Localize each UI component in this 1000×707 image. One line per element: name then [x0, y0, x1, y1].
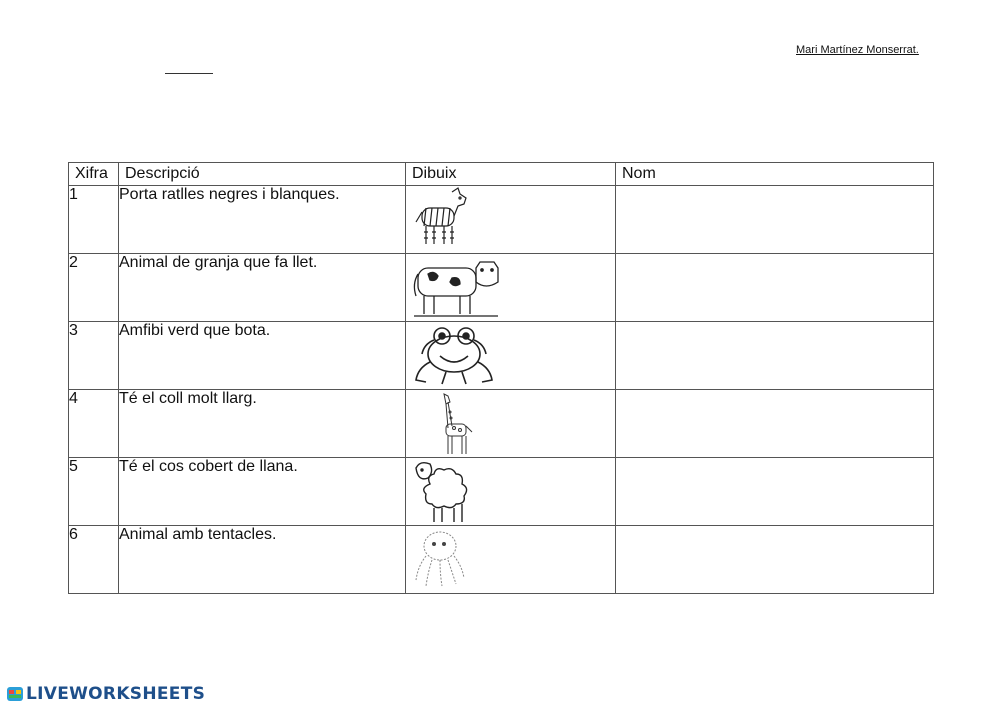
row-drawing-cell — [406, 186, 616, 254]
row-number: 4 — [69, 390, 119, 458]
sheep-drawing-icon — [410, 458, 476, 524]
row-drawing-cell — [406, 458, 616, 526]
liveworksheets-logo-text: LIVEWORKSHEETS — [26, 684, 206, 704]
header-descripcio: Descripció — [119, 163, 406, 186]
animals-table — [68, 162, 934, 594]
row-description: Animal de granja que fa llet. — [119, 254, 406, 322]
row-number: 3 — [69, 322, 119, 390]
table-row — [69, 254, 934, 322]
table-row — [69, 526, 934, 594]
row-description: Animal amb tentacles. — [119, 526, 406, 594]
liveworksheets-logo-icon — [6, 685, 24, 703]
table-row — [69, 458, 934, 526]
row-drawing-cell — [406, 390, 616, 458]
name-answer-field[interactable] — [616, 254, 934, 322]
name-answer-field[interactable] — [616, 322, 934, 390]
liveworksheets-logo[interactable] — [6, 683, 205, 705]
row-description: Té el cos cobert de llana. — [119, 458, 406, 526]
name-answer-field[interactable] — [616, 458, 934, 526]
row-number: 2 — [69, 254, 119, 322]
header-dibuix: Dibuix — [406, 163, 616, 186]
row-description: Porta ratlles negres i blanques. — [119, 186, 406, 254]
row-number: 5 — [69, 458, 119, 526]
header-nom: Nom — [616, 163, 934, 186]
row-description: Té el coll molt llarg. — [119, 390, 406, 458]
row-description: Amfibi verd que bota. — [119, 322, 406, 390]
name-blank-line — [165, 73, 213, 74]
table-row — [69, 322, 934, 390]
frog-drawing-icon — [412, 324, 496, 388]
table-header-row — [69, 163, 934, 186]
row-number: 6 — [69, 526, 119, 594]
row-drawing-cell — [406, 254, 616, 322]
name-answer-field[interactable] — [616, 526, 934, 594]
row-number: 1 — [69, 186, 119, 254]
octopus-drawing-icon — [412, 528, 468, 590]
name-answer-field[interactable] — [616, 390, 934, 458]
row-drawing-cell — [406, 526, 616, 594]
zebra-drawing-icon — [412, 186, 472, 250]
name-answer-field[interactable] — [616, 186, 934, 254]
table-row — [69, 186, 934, 254]
giraffe-drawing-icon — [436, 392, 476, 456]
author-name: Mari Martínez Monserrat. — [796, 44, 919, 56]
header-xifra: Xifra — [69, 163, 119, 186]
cow-drawing-icon — [410, 254, 502, 320]
row-drawing-cell — [406, 322, 616, 390]
table-row — [69, 390, 934, 458]
